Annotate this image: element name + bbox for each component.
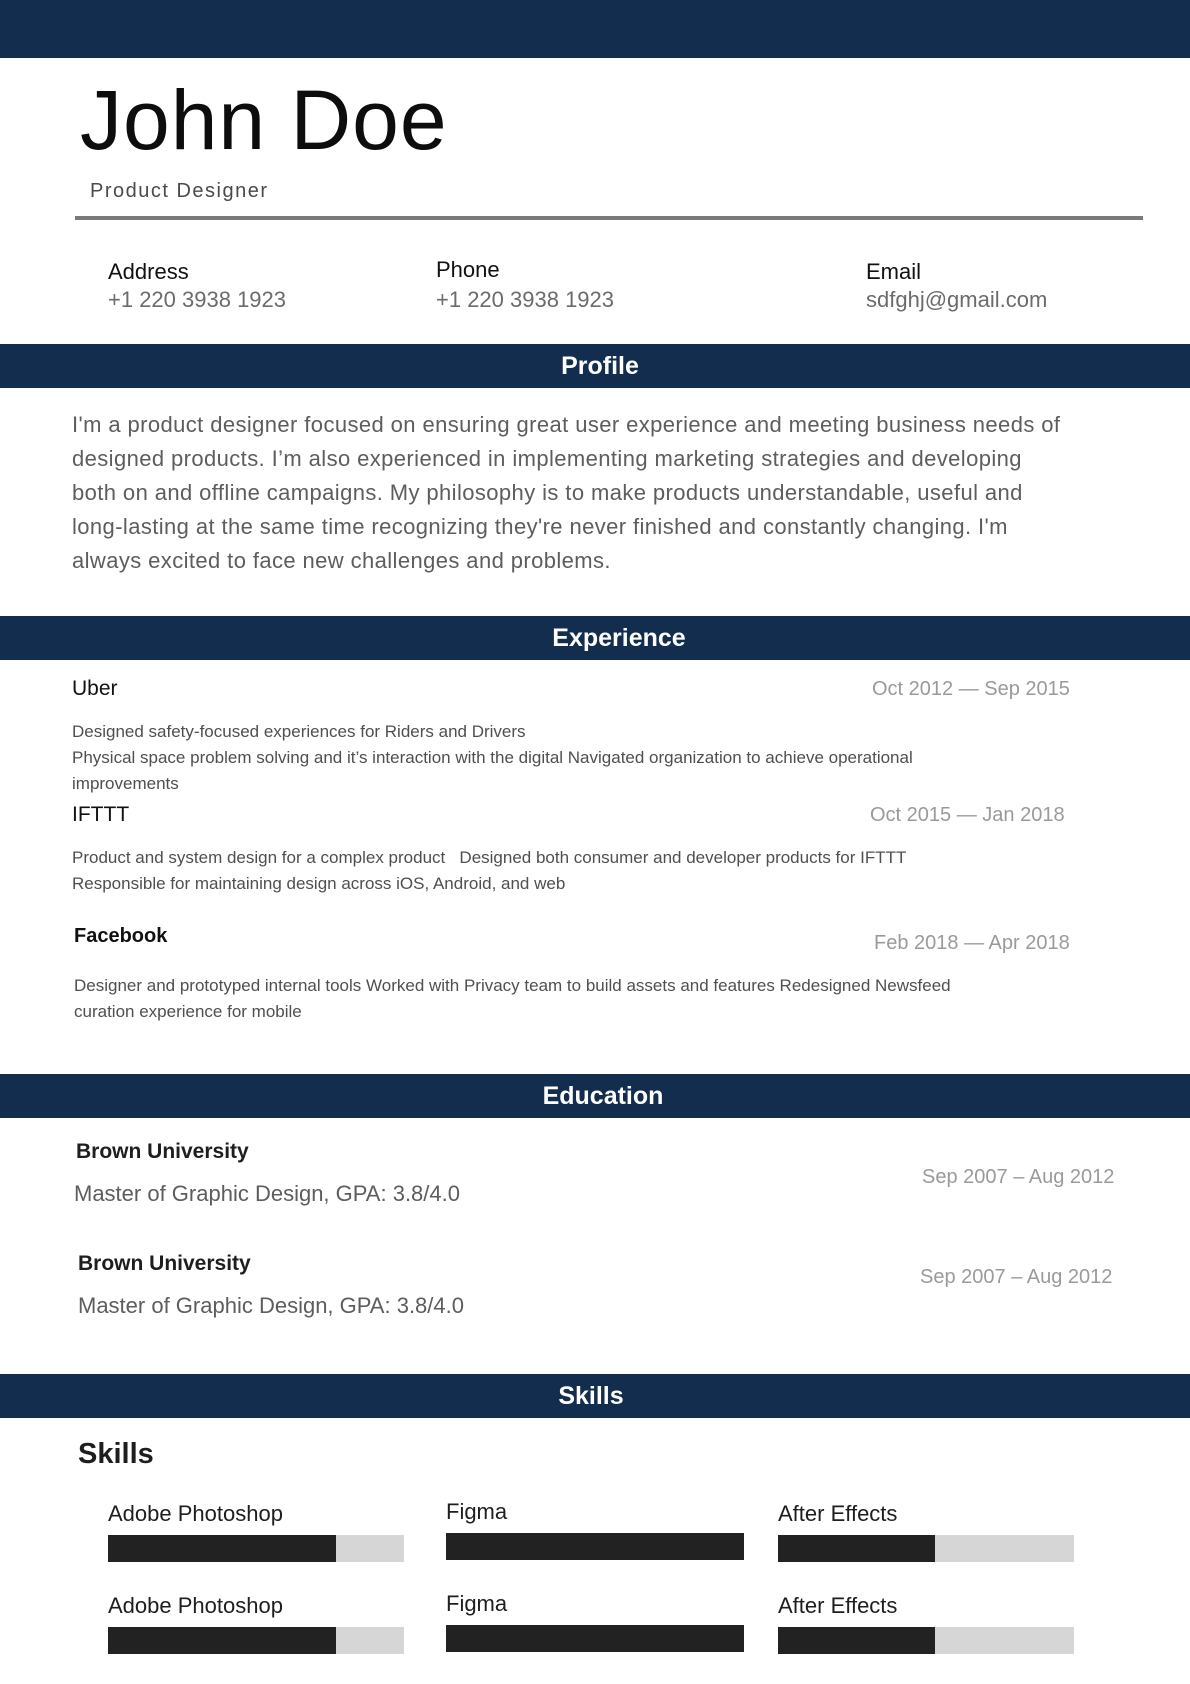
- experience-section-header: [0, 616, 1190, 660]
- experience-heading: Experience: [552, 624, 686, 652]
- header-divider: [75, 216, 1143, 220]
- skill-bar-fill: [446, 1625, 744, 1652]
- experience-company: Facebook: [74, 925, 168, 947]
- skill-bar: [446, 1533, 744, 1560]
- education-dates: Sep 2007 – Aug 2012: [922, 1166, 1115, 1188]
- address-value: +1 220 3938 1923: [108, 287, 287, 312]
- experience-dates: Oct 2015 — Jan 2018: [870, 804, 1065, 826]
- profile-summary: [72, 408, 1112, 578]
- experience-line: Designed safety-focused experiences for Riders and Drivers: [72, 722, 526, 741]
- experience-line: Product and system design for a complex product Designed both consumer and developer products for IFTTT: [72, 848, 907, 867]
- skill-name: Figma: [446, 1499, 508, 1524]
- education-degree: Master of Graphic Design, GPA: 3.8/4.0: [78, 1293, 464, 1318]
- education-degree: Master of Graphic Design, GPA: 3.8/4.0: [74, 1181, 460, 1206]
- skill-bar-fill: [778, 1627, 935, 1654]
- skill-name: After Effects: [778, 1501, 898, 1526]
- education-dates: Sep 2007 – Aug 2012: [920, 1266, 1113, 1288]
- resume-name: John Doe: [80, 73, 448, 167]
- profile-heading: Profile: [561, 352, 639, 380]
- skill-name: After Effects: [778, 1593, 898, 1618]
- profile-line: both on and offline campaigns. My philosophy is to make products understandable, useful and: [72, 480, 1023, 505]
- profile-section-header: [0, 344, 1190, 388]
- skill-name: Adobe Photoshop: [108, 1501, 283, 1526]
- education-section-header: [0, 1074, 1190, 1118]
- skill-bar: [778, 1535, 1074, 1562]
- experience-line: curation experience for mobile: [74, 1002, 302, 1021]
- experience-description: [74, 973, 1074, 1025]
- skill-bar-fill: [778, 1535, 935, 1562]
- education-school: Brown University: [76, 1140, 249, 1163]
- experience-line: Physical space problem solving and it’s interaction with the digital Navigated organization to achieve operational: [72, 748, 913, 767]
- email-value: sdfghj@gmail.com: [866, 287, 1048, 312]
- profile-line: long-lasting at the same time recognizing they're never finished and constantly changing. I'm: [72, 514, 1008, 539]
- education-school: Brown University: [78, 1252, 251, 1275]
- experience-dates: Oct 2012 — Sep 2015: [872, 678, 1070, 700]
- skill-bar: [446, 1625, 744, 1652]
- experience-description: [72, 719, 1072, 797]
- experience-company: IFTTT: [72, 803, 130, 826]
- skill-bar-fill: [446, 1533, 744, 1560]
- top-accent-bar: [0, 0, 1190, 58]
- address-label: Address: [108, 259, 189, 284]
- phone-label: Phone: [436, 257, 500, 282]
- skills-section-header: [0, 1374, 1190, 1418]
- skill-bar: [778, 1627, 1074, 1654]
- skill-name: Adobe Photoshop: [108, 1593, 283, 1618]
- experience-company: Uber: [72, 677, 118, 700]
- email-label: Email: [866, 259, 922, 284]
- skill-bar-fill: [108, 1535, 336, 1562]
- experience-line: Responsible for maintaining design across iOS, Android, and web: [72, 874, 566, 893]
- education-heading: Education: [542, 1082, 664, 1110]
- experience-line: improvements: [72, 774, 179, 793]
- skill-bar-fill: [108, 1627, 336, 1654]
- profile-line: designed products. I’m also experienced in implementing marketing strategies and developing: [72, 446, 1022, 471]
- experience-description: [72, 845, 1072, 897]
- skill-bar: [108, 1627, 404, 1654]
- skill-name: Figma: [446, 1591, 508, 1616]
- skills-band-heading: Skills: [558, 1382, 624, 1410]
- skills-subheading: Skills: [78, 1438, 154, 1470]
- job-title: Product Designer: [90, 180, 269, 202]
- experience-line: Designer and prototyped internal tools Worked with Privacy team to build assets and features Redesigned Newsfeed: [74, 976, 951, 995]
- profile-line: always excited to face new challenges and problems.: [72, 548, 611, 573]
- experience-dates: Feb 2018 — Apr 2018: [874, 932, 1070, 954]
- phone-value: +1 220 3938 1923: [436, 287, 615, 312]
- skill-bar: [108, 1535, 404, 1562]
- profile-line: I'm a product designer focused on ensuring great user experience and meeting business needs of: [72, 412, 1061, 437]
